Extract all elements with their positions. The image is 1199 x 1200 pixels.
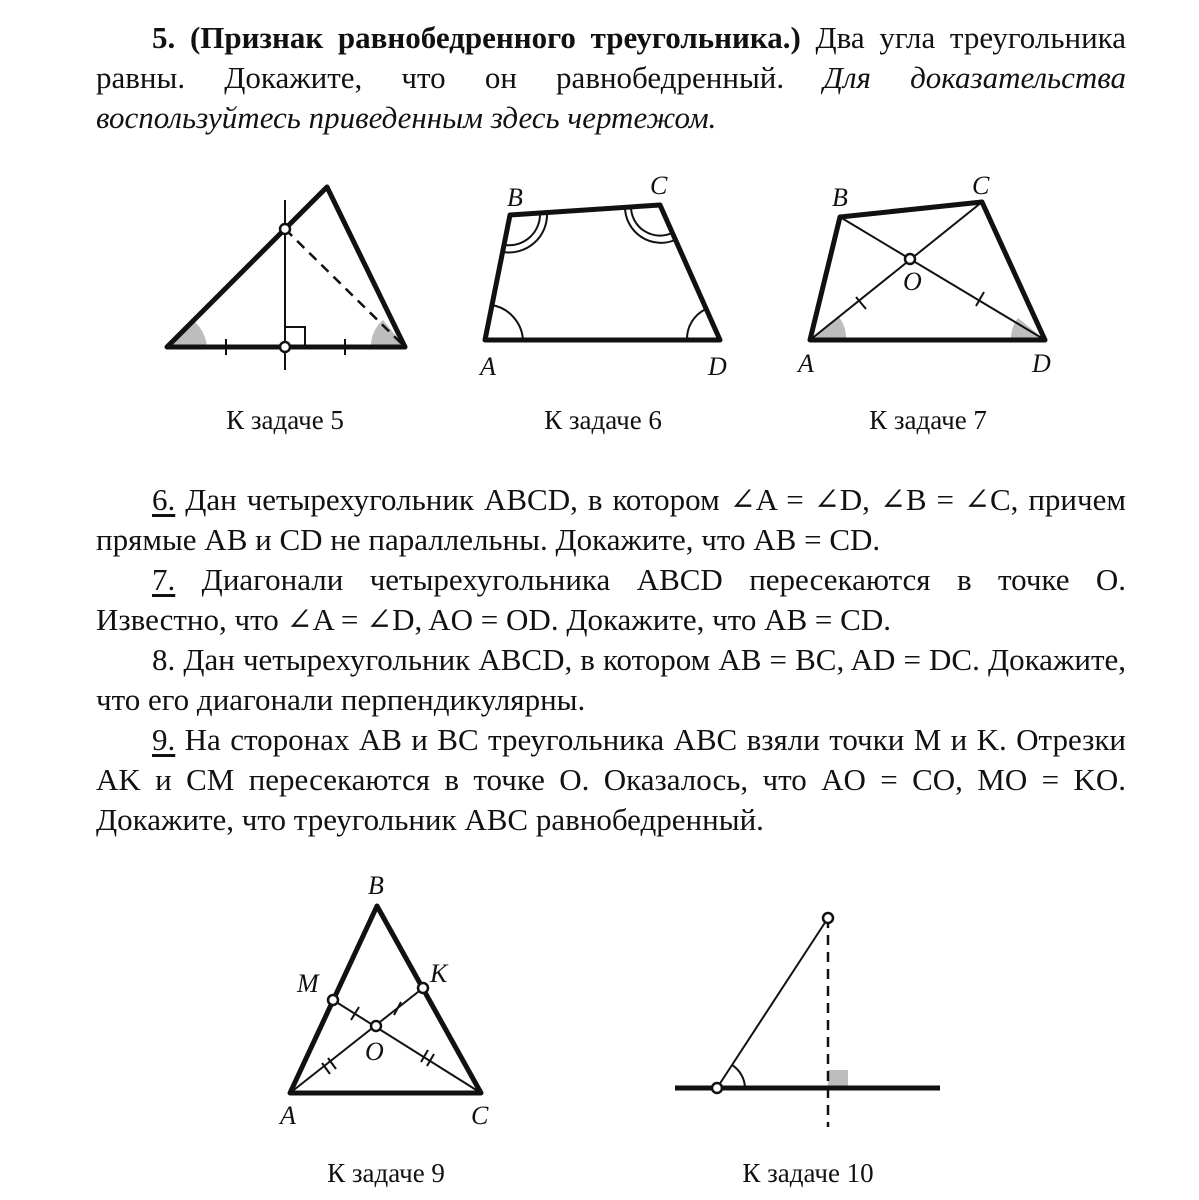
caption-fig7: К задаче 7	[869, 405, 987, 435]
problem-8-text: Дан четырехугольник ABCD, в котором AB = BC, AD = DC. Докажите, что его диагонали перпендикулярны.	[96, 642, 1127, 717]
tick-MO	[351, 1007, 359, 1020]
problem-6-number: 6.	[152, 482, 176, 517]
label-B: B	[832, 183, 848, 212]
label-D: D	[1032, 349, 1051, 378]
diagonal-AC	[810, 202, 982, 340]
label-A: A	[480, 352, 496, 381]
figure-7	[790, 170, 1070, 390]
oblique-segment	[717, 918, 828, 1088]
label-B: B	[368, 871, 384, 900]
point-top	[280, 224, 290, 234]
point-base	[712, 1083, 722, 1093]
angle-mark-A	[492, 305, 523, 340]
caption-fig10: К задаче 10	[742, 1158, 874, 1188]
problem-7-text: Диагонали четырехугольника ABCD пересекаются в точке O. Известно, что ∠A = ∠D, AO = OD. Докажите, что AB = CD.	[96, 562, 1127, 637]
label-A: A	[280, 1101, 296, 1130]
figure-10	[670, 905, 950, 1135]
label-D: D	[708, 352, 727, 381]
label-K: K	[430, 959, 448, 988]
problem-6	[96, 480, 1126, 560]
point-top	[823, 913, 833, 923]
point-K	[418, 983, 428, 993]
problem-8-number: 8.	[152, 642, 176, 677]
tick-OK	[394, 1002, 401, 1015]
problem-5-number: 5.	[152, 20, 176, 55]
label-A: A	[798, 349, 814, 378]
point-foot	[280, 342, 290, 352]
problem-5-statement: Два угла треугольника равны. Докажите, что он равнобедренный.	[96, 20, 1127, 95]
problem-5-hint: Для доказательства воспользуйтесь приведенным здесь чертежом.	[96, 60, 1126, 135]
point-O	[371, 1021, 381, 1031]
problem-5	[96, 18, 1126, 138]
problem-5-title: (Признак равнобедренного треугольника.)	[189, 20, 801, 55]
triangle-ABC	[290, 906, 481, 1093]
problem-7-number: 7.	[152, 562, 176, 597]
label-M: M	[297, 969, 319, 998]
angle-arc	[732, 1065, 745, 1088]
dashed-segment	[285, 229, 405, 347]
problem-9	[96, 720, 1126, 840]
label-O: O	[903, 267, 922, 296]
point-O	[905, 254, 915, 264]
label-C: C	[972, 171, 990, 200]
quadrilateral	[485, 205, 720, 340]
problem-9-text: На сторонах AB и BC треугольника ABC взяли точки M и K. Отрезки AK и CM пересекаются в точке O. Оказалось, что AO = CO, MO = KO. Докажите, что треугольник ABC равнобедренный.	[96, 722, 1127, 837]
angle-mark-D	[687, 309, 706, 340]
caption-fig5: К задаче 5	[226, 405, 344, 435]
label-C: C	[650, 171, 668, 200]
problem-7	[96, 560, 1126, 640]
right-angle-hatch	[828, 1070, 848, 1088]
label-O: O	[365, 1037, 384, 1066]
point-M	[328, 995, 338, 1005]
figure-6	[465, 170, 745, 390]
problem-9-number: 9.	[152, 722, 176, 757]
segment-AK	[290, 988, 423, 1093]
label-C: C	[471, 1101, 489, 1130]
figure-5	[155, 175, 415, 395]
caption-fig9: К задаче 9	[327, 1158, 445, 1188]
figure-9	[270, 868, 530, 1138]
label-B: B	[507, 183, 523, 212]
problem-8	[96, 640, 1126, 720]
caption-fig6: К задаче 6	[544, 405, 662, 435]
problem-6-text: Дан четырехугольник ABCD, в котором ∠A = ∠D, ∠B = ∠C, причем прямые AB и CD не параллельны. Докажите, что AB = CD.	[96, 482, 1126, 557]
